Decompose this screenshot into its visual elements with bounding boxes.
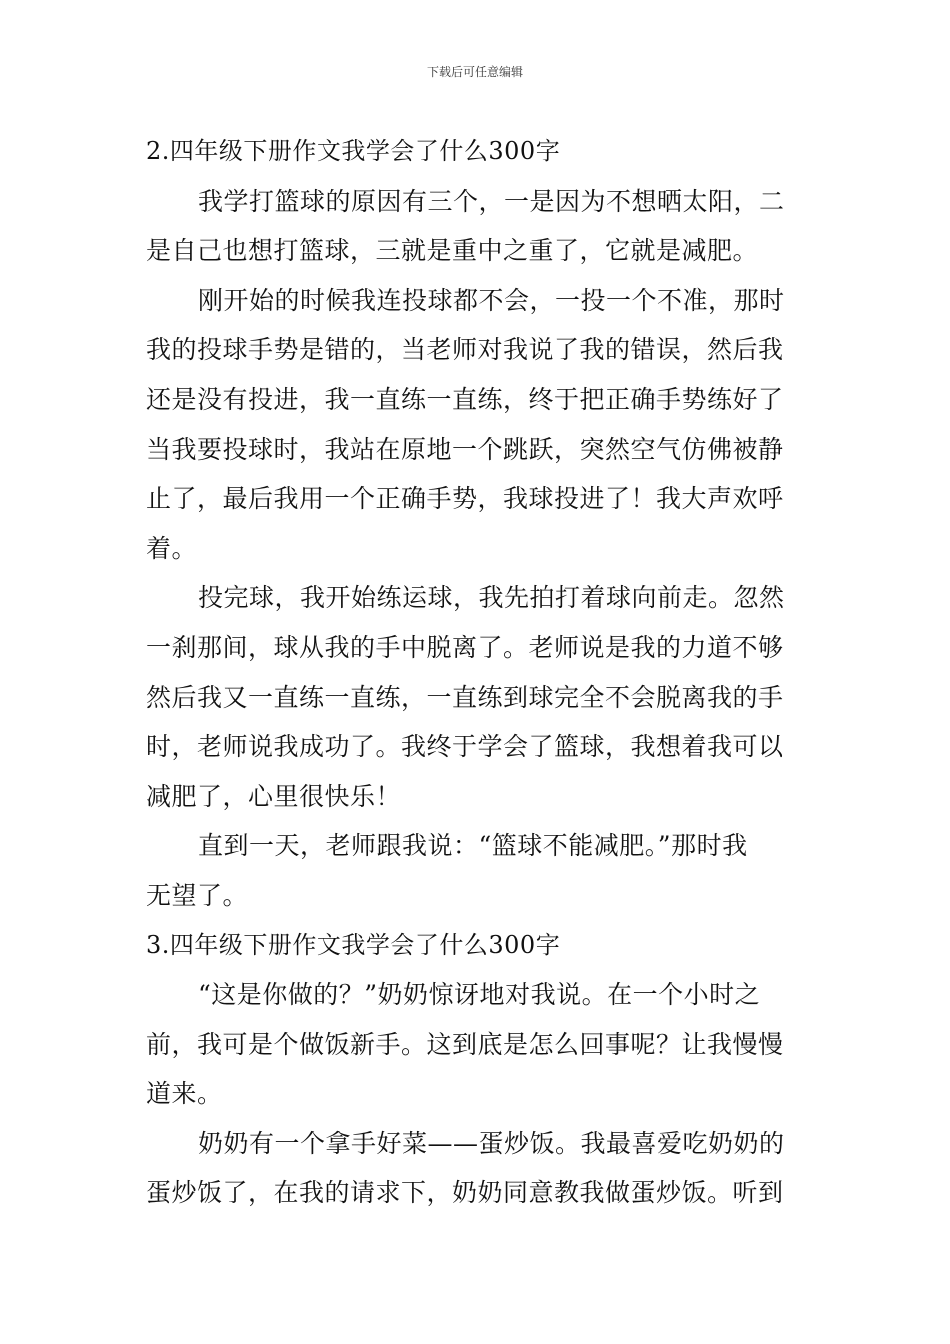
essay-body <box>146 127 810 1218</box>
text-line: 我的投球手势是错的，当老师对我说了我的错误，然后我 <box>146 335 784 365</box>
text-line: 投完球，我开始练运球，我先拍打着球向前走。忽然 <box>198 583 785 613</box>
text-line: 无望了。 <box>146 880 249 910</box>
text-line: 着。 <box>146 533 198 563</box>
text-line: 一刹那间，球从我的手中脱离了。老师说是我的力道不够 <box>146 632 784 662</box>
section-heading: 3.四年级下册作文我学会了什么300字 <box>146 930 561 959</box>
text-line: 止了，最后我用一个正确手势，我球投进了！我大声欢呼 <box>146 484 784 514</box>
section-heading: 2.四年级下册作文我学会了什么300字 <box>146 137 561 165</box>
text-line: 前，我可是个做饭新手。这到底是怎么回事呢？让我慢慢 <box>146 1029 784 1059</box>
text-line: 道来。 <box>146 1079 223 1109</box>
page-header-note: 下载后可任意编辑 <box>426 65 523 79</box>
text-line: 蛋炒饭了，在我的请求下，奶奶同意教我做蛋炒饭。听到 <box>146 1178 784 1208</box>
text-line: 减肥了，心里很快乐！ <box>146 781 402 811</box>
text-line: 是自己也想打篮球，三就是重中之重了，它就是减肥。 <box>146 236 759 266</box>
text-line: 刚开始的时候我连投球都不会，一投一个不准，那时 <box>198 285 785 315</box>
text-line: “这是你做的？”奶奶惊讶地对我说。在一个小时之 <box>198 980 761 1010</box>
text-line: 然后我又一直练一直练，一直练到球完全不会脱离我的手 <box>146 682 784 712</box>
text-line: 直到一天，老师跟我说：“篮球不能减肥。”那时我 <box>198 831 748 861</box>
text-line: 时，老师说我成功了。我终于学会了篮球，我想着我可以 <box>146 732 784 762</box>
text-line: 我学打篮球的原因有三个，一是因为不想晒太阳，二 <box>198 186 785 216</box>
text-line: 奶奶有一个拿手好菜——蛋炒饭。我最喜爱吃奶奶的 <box>198 1128 785 1158</box>
text-line: 当我要投球时，我站在原地一个跳跃，突然空气仿佛被静 <box>146 434 784 464</box>
text-line: 还是没有投进，我一直练一直练，终于把正确手势练好了 <box>146 384 784 414</box>
